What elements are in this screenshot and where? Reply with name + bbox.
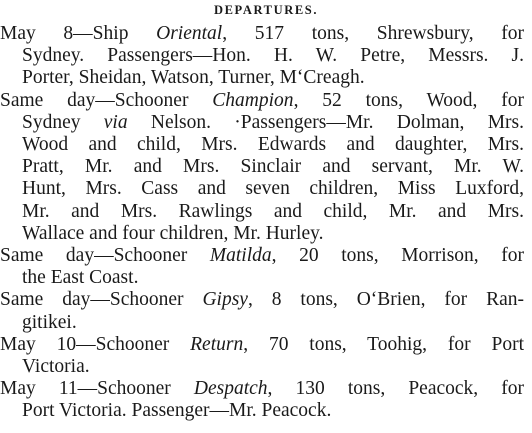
vessel-name: Despatch — [193, 378, 268, 400]
vessel-name: Gipsy — [202, 289, 248, 311]
entry-continuation-line — [22, 202, 524, 222]
entry-text: , 20 tons, Morrison, for — [271, 245, 524, 266]
entry-first-line — [0, 379, 524, 399]
entry-text: Port Victoria. Passenger—Mr. Peacock. — [22, 400, 332, 422]
vessel-name: Champion — [212, 89, 294, 111]
entry-continuation-line — [22, 46, 524, 66]
entry-text: , 52 tons, Wood, for — [293, 89, 524, 111]
entry-first-line — [0, 335, 524, 355]
entry-text: Sydney. Passengers—Hon. H. W. Petre, Messrs. J. — [22, 45, 524, 67]
entry-first-line — [0, 290, 524, 310]
entry-text: Mr. and Mrs. Rawlings and child, Mr. and Mrs. — [22, 200, 524, 222]
entry-continuation-line — [22, 401, 331, 421]
entry-text: , 70 tons, Toohig, for Port — [243, 333, 524, 355]
entry-continuation-line — [22, 224, 323, 244]
entry-text: Porter, Sheidan, Watson, Turner, M‘Creagh. — [22, 67, 365, 89]
entry-text: Victoria. — [22, 356, 90, 377]
entry-continuation-line — [22, 268, 138, 288]
entry-text: Same day—Schooner — [0, 245, 210, 266]
entry-text: Nelson. ·Passengers—Mr. Dolman, Mrs. — [127, 111, 525, 133]
section-heading: DEPARTURES. — [213, 3, 319, 17]
entry-text: , 517 tons, Shrewsbury, for — [222, 23, 524, 44]
entry-continuation-line — [22, 357, 90, 377]
entry-continuation-line — [22, 313, 77, 333]
entry-first-line — [0, 246, 524, 266]
entry-text: Hunt, Mrs. Cass and seven children, Miss Luxford, — [22, 178, 524, 200]
entry-text: , 8 tons, O‘Brien, for Ran- — [247, 289, 524, 311]
entry-text: Wallace and four children, Mr. Hurley. — [22, 222, 324, 244]
entry-first-line — [0, 24, 524, 44]
entry-text: Pratt, Mr. and Mrs. Sinclair and servant, Mr. W. — [22, 156, 524, 178]
entry-text: Sydney — [22, 111, 104, 133]
entry-text: gitikei. — [22, 311, 77, 333]
vessel-name: Return — [190, 333, 244, 355]
entry-text: Same day—Schooner — [0, 89, 213, 111]
entry-text: Same day—Schooner — [0, 289, 203, 311]
vessel-name: Matilda — [209, 245, 272, 266]
entry-text: May 11—Schooner — [0, 378, 194, 400]
entry-continuation-line — [22, 68, 365, 88]
vessel-name: via — [103, 111, 128, 133]
entry-text: the East Coast. — [22, 267, 139, 289]
entry-text: Wood and child, Mrs. Edwards and daughter, Mrs. — [22, 134, 524, 155]
vessel-name: Oriental — [156, 23, 223, 44]
entry-continuation-line — [22, 157, 524, 177]
entry-continuation-line — [22, 113, 524, 133]
entry-text: May 8—Ship — [0, 23, 157, 44]
entry-text: May 10—Schooner — [0, 333, 191, 355]
entry-continuation-line — [22, 135, 524, 155]
entry-continuation-line — [22, 179, 524, 199]
entry-first-line — [0, 91, 524, 111]
entry-text: , 130 tons, Peacock, for — [267, 378, 525, 400]
